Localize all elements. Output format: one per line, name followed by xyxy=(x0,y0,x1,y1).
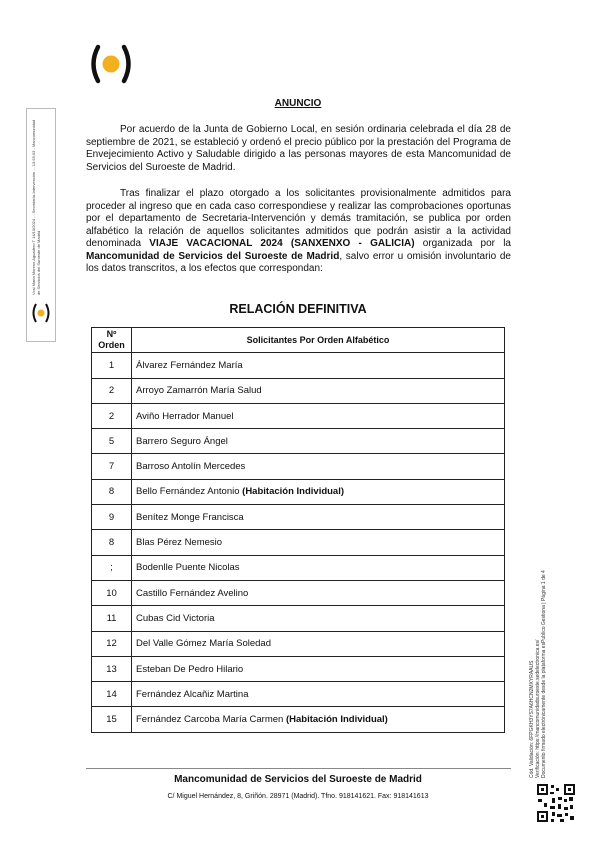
row-applicant-name xyxy=(132,656,505,681)
table-header-row xyxy=(92,328,505,353)
footer-address: C/ Miguel Hernández, 8, Griñón. 28971 (Madrid). Tfno. 918141621. Fax: 918141613 xyxy=(167,793,429,800)
row-order-number: 9 xyxy=(92,505,132,530)
table-row xyxy=(92,606,505,631)
row-order-number: ; xyxy=(92,555,132,580)
applicant-name: Cubas Cid Victoria xyxy=(136,612,215,624)
qr-code xyxy=(536,783,576,823)
applicant-note: (Habitación Individual) xyxy=(242,486,345,498)
row-applicant-name xyxy=(132,454,505,479)
applicant-name: Castillo Fernández Avelino xyxy=(136,587,249,599)
row-order-number: 12 xyxy=(92,631,132,656)
intro-paragraph: Por acuerdo de la Junta de Gobierno Local, en sesión ordinaria celebrada el día 28 de septiembre de 2021, se estableció y ordenó el precio público por la prestación del Programa de Envejecimiento Activo y Saludable dirigido a las personas mayores de esta Mancomunidad de Servicios del Suroeste de Madrid. xyxy=(86,124,511,173)
row-applicant-name xyxy=(132,353,505,378)
table-row xyxy=(92,656,505,681)
paragraph-text: organizada por la xyxy=(414,238,511,249)
table-row xyxy=(92,530,505,555)
verification-stamp xyxy=(529,508,577,778)
table-row xyxy=(92,429,505,454)
column-header-applicants: Solicitantes Por Orden Alfabético xyxy=(132,328,505,353)
table-row xyxy=(92,631,505,656)
applicant-name: Barroso Antolín Mercedes xyxy=(136,461,246,473)
applicant-name: Arroyo Zamarrón María Salud xyxy=(136,385,262,397)
row-order-number: 13 xyxy=(92,656,132,681)
applicant-name: Barrero Seguro Ángel xyxy=(136,435,228,447)
table-row xyxy=(92,682,505,707)
document-title: ANUNCIO xyxy=(274,98,322,109)
paragraph-text: , salvo error u omisión involuntario de los datos transcritos, a los efectos que correspondan: xyxy=(86,250,511,274)
table-row xyxy=(92,505,505,530)
row-applicant-name xyxy=(132,631,505,656)
list-title: RELACIÓN DEFINITIVA xyxy=(229,302,367,316)
row-applicant-name xyxy=(132,555,505,580)
applicant-name: Álvarez Fernández María xyxy=(136,359,243,371)
row-applicant-name xyxy=(132,530,505,555)
verification-url: Verificación: https://mancomunidadsuroeste.sedelectronica.es/ xyxy=(535,639,541,778)
applicant-name: Bello Fernández Antonio xyxy=(136,486,243,498)
row-applicant-name xyxy=(132,606,505,631)
applicant-name: Benítez Monge Francisca xyxy=(136,511,244,523)
applicant-name: Fernández Carcoba María Carmen xyxy=(136,714,286,726)
paragraph-text: Tras finalizar el plazo otorgado a los solicitantes provisionalmente admitidos para proceder al ingreso que en cada caso correspondiese y realizar las comprobaciones oportunas por el departamento de Secretaria-Intervención y demás tramitación, se publica por orden alfabético la relación de aquellos solicitantes admitidos que podrán asistir a la actividad denominada xyxy=(86,188,511,249)
row-applicant-name xyxy=(132,403,505,428)
row-order-number: 8 xyxy=(92,530,132,555)
trip-name: VIAJE VACACIONAL 2024 (SANXENXO - GALICIA) xyxy=(149,238,415,249)
verification-code: Cód. Validación: 6FPGKH3YS7A6HCN2MXYRAAUS xyxy=(529,660,535,778)
row-applicant-name xyxy=(132,707,505,732)
row-order-number: 11 xyxy=(92,606,132,631)
applicant-name: Bodenlle Puente Nicolas xyxy=(136,562,240,574)
applicant-name: Fernández Alcañiz Martina xyxy=(136,688,249,700)
applicants-table xyxy=(91,327,505,733)
announcement-paragraph xyxy=(86,188,511,276)
table-row xyxy=(92,707,505,732)
row-applicant-name xyxy=(132,580,505,605)
row-order-number: 15 xyxy=(92,707,132,732)
row-order-number: 10 xyxy=(92,580,132,605)
table-row xyxy=(92,555,505,580)
row-order-number: 5 xyxy=(92,429,132,454)
row-applicant-name xyxy=(132,505,505,530)
applicant-name: Blas Pérez Nemesio xyxy=(136,537,223,549)
table-row xyxy=(92,454,505,479)
table-row xyxy=(92,580,505,605)
row-applicant-name xyxy=(132,682,505,707)
row-order-number: 8 xyxy=(92,479,132,504)
row-order-number: 7 xyxy=(92,454,132,479)
table-row xyxy=(92,479,505,504)
applicant-name: Esteban De Pedro Hilario xyxy=(136,663,244,675)
row-order-number: 2 xyxy=(92,378,132,403)
table-row xyxy=(92,353,505,378)
column-header-order: Nº Orden xyxy=(92,328,132,353)
row-order-number: 2 xyxy=(92,403,132,428)
organization-name: Mancomunidad de Servicios del Suroeste de Madrid xyxy=(86,250,340,262)
row-applicant-name xyxy=(132,429,505,454)
footer-divider xyxy=(86,768,511,769)
table-row xyxy=(92,403,505,428)
row-applicant-name xyxy=(132,479,505,504)
row-applicant-name xyxy=(132,378,505,403)
signature-stamp-text: Vcsl Maria Moreno Aguadero T 14/10/2024 ... Secretaría-Intervención ... 13:55:03 - Mancomunidad de Servicios del Suroeste de Madrid xyxy=(31,119,41,295)
verification-note: Documento firmado electrónicamente desde la plataforma esPublico Gestiona | Página 1 de 4 xyxy=(541,570,547,778)
row-order-number: 1 xyxy=(92,353,132,378)
applicant-name: Aviño Herrador Manuel xyxy=(136,410,234,422)
applicant-name: Del Valle Gómez María Soledad xyxy=(136,638,271,650)
mancomunidad-logo xyxy=(88,43,134,85)
footer-organization: Mancomunidad de Servicios del Suroeste de Madrid xyxy=(174,774,422,785)
row-order-number: 14 xyxy=(92,682,132,707)
table-row xyxy=(92,378,505,403)
applicant-note: (Habitación Individual) xyxy=(285,714,388,726)
